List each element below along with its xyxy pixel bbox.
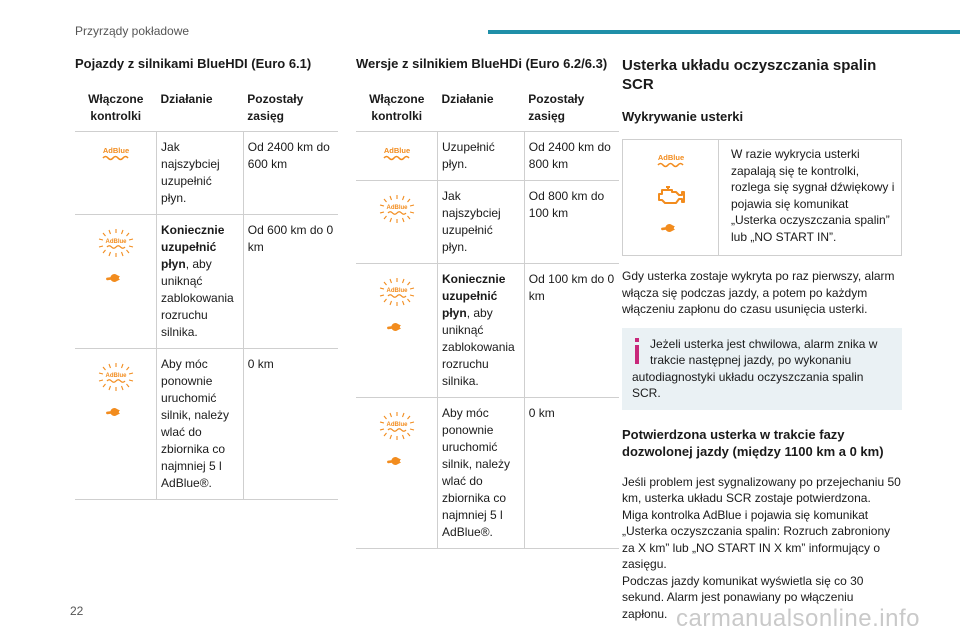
table-row [356, 397, 619, 548]
fault-detection-heading: Wykrywanie usterki [622, 109, 744, 124]
adblue-icon [98, 145, 134, 163]
action-text: Jak najszybciej uzupełnić płyn. [161, 139, 220, 205]
col-header-action: Działanie [441, 92, 494, 106]
action-text: Jak najszybciej uzupełnić płyn. [442, 188, 501, 254]
table-row [356, 180, 619, 263]
table-header-row [75, 91, 338, 131]
adblue-icon [379, 145, 415, 163]
wrench-icon [659, 222, 683, 234]
col-header-lamps: Włączone kontrolki [88, 92, 144, 123]
euro62-table [356, 91, 619, 549]
adblue-icon [653, 152, 689, 170]
wrench-icon [104, 272, 128, 284]
range-text: Od 800 km do 100 km [524, 180, 619, 263]
action-text: , aby uniknąć zablokowania rozruchu silnika. [161, 256, 234, 339]
page-number: 22 [70, 604, 84, 618]
table-row [356, 131, 619, 180]
table-row [75, 131, 338, 214]
info-text: Jeżeli usterka jest chwilowa, alarm znika w trakcie następnej jazdy, po wykonaniu autodiagnostyki układu oczyszczania spalin SCR. [632, 336, 878, 400]
info-note [622, 328, 902, 410]
info-icon [632, 338, 642, 364]
adblue-flashing-icon [377, 194, 417, 224]
euro62-heading: Wersje z silnikiem BlueHDi (Euro 6.2/6.3) [356, 56, 608, 71]
action-bold-text: Koniecznie uzupełnić płyn [161, 222, 225, 271]
adblue-flashing-icon [377, 277, 417, 307]
paragraph: Gdy usterka zostaje wykryta po raz pierwszy, alarm włącza się podczas jazdy, a potem po każdym włączeniu zapłonu do czasu usunięcia usterki. [622, 269, 895, 316]
adblue-flashing-icon [96, 362, 136, 392]
action-bold-text: Koniecznie uzupełnić płyn [442, 271, 506, 320]
col-header-range: Pozostały zasięg [528, 92, 585, 123]
action-text: , aby uniknąć zablokowania rozruchu silnika. [442, 305, 515, 388]
section-title: Przyrządy pokładowe [75, 24, 190, 38]
engine-icon [656, 184, 686, 208]
fault-detection-box [622, 139, 902, 256]
table-row [356, 263, 619, 397]
range-text: Od 100 km do 0 km [524, 263, 619, 397]
column-scr-fault [622, 56, 902, 632]
table-row [75, 214, 338, 348]
range-text: 0 km [524, 397, 619, 548]
wrench-icon [385, 321, 409, 333]
fault-detection-text: W razie wykrycia usterki zapalają się te kontrolki, rozlega się sygnał dźwiękowy i pojawia się komunikat „Usterka oczyszczania spalin” lub „NO START IN”. [731, 147, 895, 244]
watermark: carmanualsonline.info [676, 605, 920, 632]
column-euro61 [75, 56, 338, 500]
range-text: Od 2400 km do 600 km [243, 131, 338, 214]
paragraph: Miga kontrolka AdBlue i pojawia się komunikat „Usterka oczyszczania spalin: Rozruch zabroniony za X km” lub „NO START IN X km” informujący o zasięgu. [622, 507, 891, 571]
column-euro62 [356, 56, 619, 549]
adblue-flashing-icon [96, 228, 136, 258]
col-header-lamps: Włączone kontrolki [369, 92, 425, 123]
action-text: Uzupełnić płyn. [442, 139, 495, 171]
table-row [75, 348, 338, 499]
adblue-flashing-icon [377, 411, 417, 441]
wrench-icon [385, 455, 409, 467]
euro61-table [75, 91, 338, 500]
action-text: Aby móc ponownie uruchomić silnik, należy wlać do zbiornika co najmniej 5 l AdBlue®. [442, 405, 511, 539]
scr-fault-heading: Usterka układu oczyszczania spalin SCR [622, 57, 877, 93]
table-header-row [356, 91, 619, 131]
wrench-icon [104, 406, 128, 418]
range-text: Od 600 km do 0 km [243, 214, 338, 348]
header-accent-bar [488, 30, 960, 34]
range-text: 0 km [243, 348, 338, 499]
euro61-heading: Pojazdy z silnikami BlueHDI (Euro 6.1) [75, 56, 312, 71]
paragraph: Podczas jazdy komunikat wyświetla się co 30 sekund. Alarm jest ponawiany po włączeniu zapłonu. [622, 573, 864, 621]
range-text: Od 2400 km do 800 km [524, 131, 619, 180]
confirmed-fault-heading: Potwierdzona usterka w trakcie fazy dozwolonej jazdy (między 1100 km a 0 km) [622, 426, 884, 459]
col-header-range: Pozostały zasięg [247, 92, 304, 123]
action-text: Aby móc ponownie uruchomić silnik, należy wlać do zbiornika co najmniej 5 l AdBlue®. [161, 356, 230, 490]
col-header-action: Działanie [160, 92, 213, 106]
paragraph: Jeśli problem jest sygnalizowany po przejechaniu 50 km, usterka układu SCR zostaje potwierdzona. [622, 474, 901, 505]
